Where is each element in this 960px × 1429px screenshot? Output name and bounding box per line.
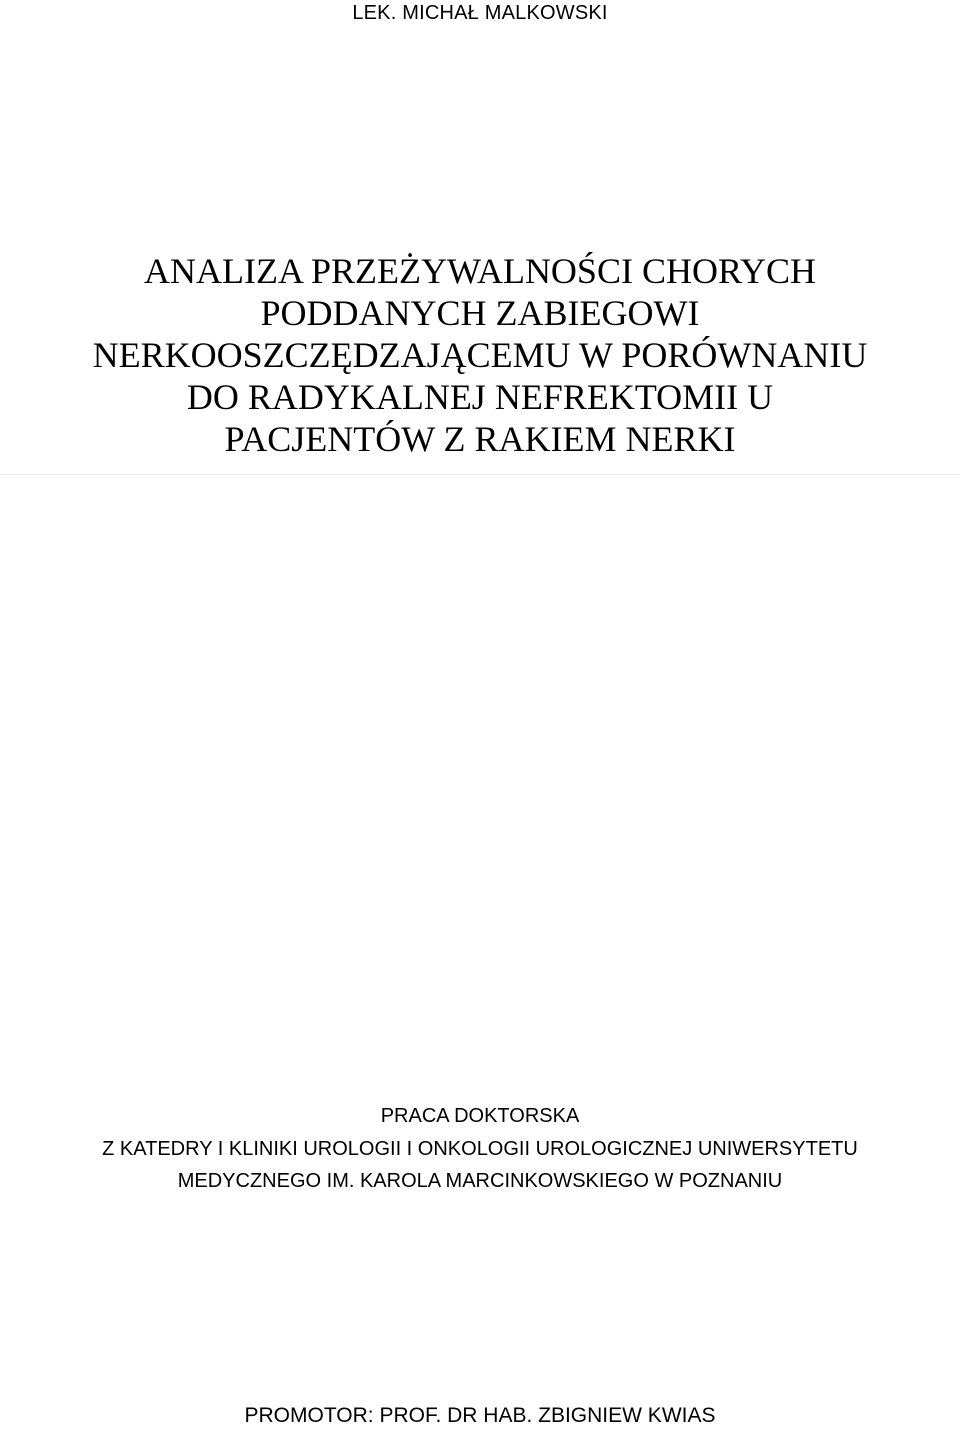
promotor: PROMOTOR: PROF. DR HAB. ZBIGNIEW KWIAS [244, 1404, 716, 1427]
title-line: ANALIZA PRZEŻYWALNOŚCI CHORYCH [143, 251, 816, 291]
author-name: LEK. MICHAŁ MALKOWSKI [352, 2, 608, 24]
title-line: PACJENTÓW Z RAKIEM NERKI [224, 419, 736, 459]
institution-line-2: MEDYCZNEGO IM. KAROLA MARCINKOWSKIEGO W POZNANIU [177, 1170, 783, 1192]
page-divider [0, 474, 960, 475]
title-line: NERKOOSZCZĘDZAJĄCEMU W PORÓWNANIU [92, 335, 868, 375]
title-line: DO RADYKALNEJ NEFREKTOMII U [186, 377, 774, 417]
title-line: PODDANYCH ZABIEGOWI [260, 293, 700, 333]
institution-line-1: Z KATEDRY I KLINIKI UROLOGII I ONKOLOGII UROLOGICZNEJ UNIWERSYTETU [102, 1138, 858, 1160]
thesis-type: PRACA DOKTORSKA [380, 1105, 580, 1127]
thesis-title [0, 250, 960, 460]
